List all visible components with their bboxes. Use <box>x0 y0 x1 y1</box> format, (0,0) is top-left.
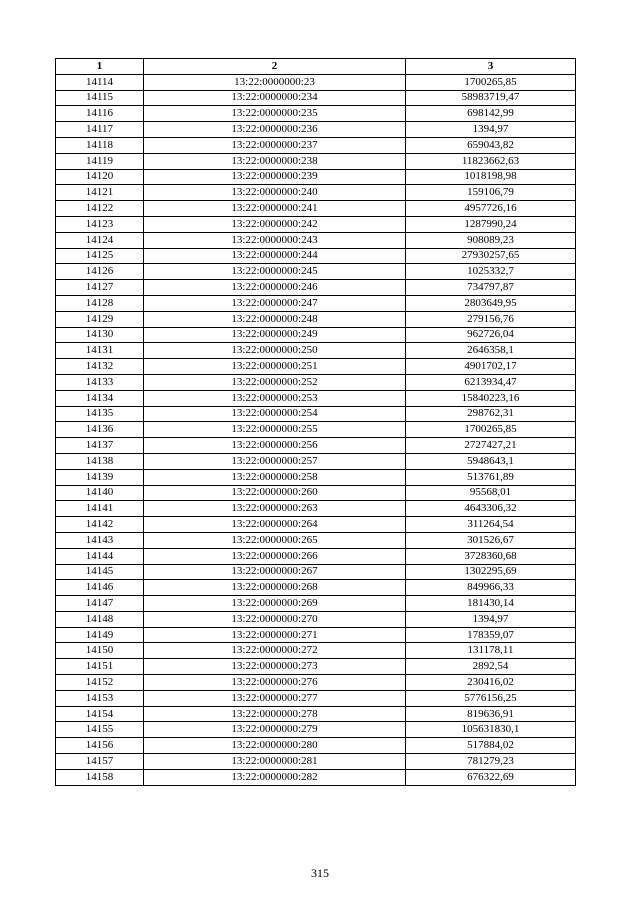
column-header-2: 2 <box>144 59 406 75</box>
value-cell: 58983719,47 <box>406 90 576 106</box>
cadastral-number-cell: 13:22:0000000:268 <box>144 580 406 596</box>
cadastral-number-cell: 13:22:0000000:273 <box>144 659 406 675</box>
value-cell: 1302295,69 <box>406 564 576 580</box>
row-number-cell: 14147 <box>56 596 144 612</box>
cadastral-number-cell: 13:22:0000000:253 <box>144 390 406 406</box>
value-cell: 2803649,95 <box>406 295 576 311</box>
table-row <box>56 738 576 754</box>
table-row <box>56 374 576 390</box>
table-row <box>56 216 576 232</box>
table-row <box>56 343 576 359</box>
table-row <box>56 548 576 564</box>
row-number-cell: 14155 <box>56 722 144 738</box>
row-number-cell: 14124 <box>56 232 144 248</box>
row-number-cell: 14116 <box>56 106 144 122</box>
table-row <box>56 675 576 691</box>
row-number-cell: 14114 <box>56 74 144 90</box>
cadastral-number-cell: 13:22:0000000:254 <box>144 406 406 422</box>
row-number-cell: 14148 <box>56 611 144 627</box>
cadastral-number-cell: 13:22:0000000:280 <box>144 738 406 754</box>
table-row <box>56 596 576 612</box>
value-cell: 1700265,85 <box>406 422 576 438</box>
value-cell: 1287990,24 <box>406 216 576 232</box>
value-cell: 178359,07 <box>406 627 576 643</box>
cadastral-number-cell: 13:22:0000000:278 <box>144 706 406 722</box>
cadastral-number-cell: 13:22:0000000:255 <box>144 422 406 438</box>
value-cell: 676322,69 <box>406 769 576 785</box>
row-number-cell: 14133 <box>56 374 144 390</box>
value-cell: 95568,01 <box>406 485 576 501</box>
value-cell: 27930257,65 <box>406 248 576 264</box>
table-row <box>56 532 576 548</box>
value-cell: 698142,99 <box>406 106 576 122</box>
cadastral-number-cell: 13:22:0000000:237 <box>144 137 406 153</box>
cadastral-number-cell: 13:22:0000000:249 <box>144 327 406 343</box>
table-row <box>56 280 576 296</box>
value-cell: 311264,54 <box>406 517 576 533</box>
cadastral-number-cell: 13:22:0000000:240 <box>144 185 406 201</box>
table-body <box>56 74 576 785</box>
cadastral-number-cell: 13:22:0000000:244 <box>144 248 406 264</box>
cadastral-number-cell: 13:22:0000000:264 <box>144 517 406 533</box>
table-row <box>56 501 576 517</box>
cadastral-number-cell: 13:22:0000000:241 <box>144 201 406 217</box>
row-number-cell: 14126 <box>56 264 144 280</box>
value-cell: 1394,97 <box>406 611 576 627</box>
row-number-cell: 14125 <box>56 248 144 264</box>
cadastral-number-cell: 13:22:0000000:281 <box>144 754 406 770</box>
table-row <box>56 580 576 596</box>
row-number-cell: 14154 <box>56 706 144 722</box>
value-cell: 159106,79 <box>406 185 576 201</box>
cadastral-number-cell: 13:22:0000000:271 <box>144 627 406 643</box>
cadastral-number-cell: 13:22:0000000:267 <box>144 564 406 580</box>
row-number-cell: 14138 <box>56 453 144 469</box>
value-cell: 1018198,98 <box>406 169 576 185</box>
table-row <box>56 453 576 469</box>
cadastral-number-cell: 13:22:0000000:242 <box>144 216 406 232</box>
row-number-cell: 14145 <box>56 564 144 580</box>
table-row <box>56 422 576 438</box>
table-row <box>56 106 576 122</box>
table-row <box>56 406 576 422</box>
value-cell: 11823662,63 <box>406 153 576 169</box>
cadastral-number-cell: 13:22:0000000:256 <box>144 438 406 454</box>
row-number-cell: 14153 <box>56 690 144 706</box>
page-number: 315 <box>311 866 329 880</box>
value-cell: 517884,02 <box>406 738 576 754</box>
cadastral-number-cell: 13:22:0000000:251 <box>144 359 406 375</box>
table-row <box>56 201 576 217</box>
row-number-cell: 14149 <box>56 627 144 643</box>
table-row <box>56 264 576 280</box>
value-cell: 659043,82 <box>406 137 576 153</box>
cadastral-number-cell: 13:22:0000000:243 <box>144 232 406 248</box>
table-row <box>56 438 576 454</box>
table-row <box>56 74 576 90</box>
cadastral-number-cell: 13:22:0000000:272 <box>144 643 406 659</box>
row-number-cell: 14135 <box>56 406 144 422</box>
value-cell: 4957726,16 <box>406 201 576 217</box>
row-number-cell: 14143 <box>56 532 144 548</box>
cadastral-number-cell: 13:22:0000000:234 <box>144 90 406 106</box>
table-row <box>56 90 576 106</box>
table-row <box>56 769 576 785</box>
row-number-cell: 14122 <box>56 201 144 217</box>
cadastral-number-cell: 13:22:0000000:277 <box>144 690 406 706</box>
value-cell: 131178,11 <box>406 643 576 659</box>
row-number-cell: 14146 <box>56 580 144 596</box>
table-row <box>56 327 576 343</box>
table-row <box>56 232 576 248</box>
cadastral-number-cell: 13:22:0000000:23 <box>144 74 406 90</box>
cadastral-number-cell: 13:22:0000000:250 <box>144 343 406 359</box>
row-number-cell: 14142 <box>56 517 144 533</box>
value-cell: 5948643,1 <box>406 453 576 469</box>
table-row <box>56 469 576 485</box>
cadastral-number-cell: 13:22:0000000:246 <box>144 280 406 296</box>
row-number-cell: 14152 <box>56 675 144 691</box>
value-cell: 301526,67 <box>406 532 576 548</box>
cadastral-number-cell: 13:22:0000000:245 <box>144 264 406 280</box>
row-number-cell: 14134 <box>56 390 144 406</box>
cadastral-number-cell: 13:22:0000000:263 <box>144 501 406 517</box>
value-cell: 2892,54 <box>406 659 576 675</box>
value-cell: 1700265,85 <box>406 74 576 90</box>
row-number-cell: 14127 <box>56 280 144 296</box>
value-cell: 3728360,68 <box>406 548 576 564</box>
cadastral-number-cell: 13:22:0000000:248 <box>144 311 406 327</box>
cadastral-number-cell: 13:22:0000000:269 <box>144 596 406 612</box>
table-row <box>56 627 576 643</box>
row-number-cell: 14132 <box>56 359 144 375</box>
row-number-cell: 14151 <box>56 659 144 675</box>
cadastral-number-cell: 13:22:0000000:258 <box>144 469 406 485</box>
column-header-3: 3 <box>406 59 576 75</box>
table-row <box>56 564 576 580</box>
value-cell: 734797,87 <box>406 280 576 296</box>
value-cell: 4643306,32 <box>406 501 576 517</box>
row-number-cell: 14131 <box>56 343 144 359</box>
table-row <box>56 754 576 770</box>
cadastral-number-cell: 13:22:0000000:266 <box>144 548 406 564</box>
row-number-cell: 14118 <box>56 137 144 153</box>
value-cell: 819636,91 <box>406 706 576 722</box>
cadastral-number-cell: 13:22:0000000:238 <box>144 153 406 169</box>
table-row <box>56 611 576 627</box>
data-table <box>55 58 576 786</box>
value-cell: 5776156,25 <box>406 690 576 706</box>
table-row <box>56 311 576 327</box>
value-cell: 6213934,47 <box>406 374 576 390</box>
row-number-cell: 14150 <box>56 643 144 659</box>
row-number-cell: 14130 <box>56 327 144 343</box>
cadastral-number-cell: 13:22:0000000:282 <box>144 769 406 785</box>
row-number-cell: 14115 <box>56 90 144 106</box>
cadastral-number-cell: 13:22:0000000:235 <box>144 106 406 122</box>
table-row <box>56 137 576 153</box>
table-row <box>56 153 576 169</box>
value-cell: 1394,97 <box>406 122 576 138</box>
cadastral-number-cell: 13:22:0000000:265 <box>144 532 406 548</box>
cadastral-number-cell: 13:22:0000000:252 <box>144 374 406 390</box>
table-row <box>56 390 576 406</box>
row-number-cell: 14157 <box>56 754 144 770</box>
row-number-cell: 14137 <box>56 438 144 454</box>
cadastral-number-cell: 13:22:0000000:260 <box>144 485 406 501</box>
cadastral-number-cell: 13:22:0000000:236 <box>144 122 406 138</box>
row-number-cell: 14123 <box>56 216 144 232</box>
value-cell: 181430,14 <box>406 596 576 612</box>
cadastral-number-cell: 13:22:0000000:276 <box>144 675 406 691</box>
cadastral-number-cell: 13:22:0000000:247 <box>144 295 406 311</box>
table-row <box>56 122 576 138</box>
value-cell: 1025332,7 <box>406 264 576 280</box>
cadastral-number-cell: 13:22:0000000:239 <box>144 169 406 185</box>
table-row <box>56 359 576 375</box>
value-cell: 781279,23 <box>406 754 576 770</box>
row-number-cell: 14128 <box>56 295 144 311</box>
table-row <box>56 485 576 501</box>
cadastral-number-cell: 13:22:0000000:270 <box>144 611 406 627</box>
table-row <box>56 169 576 185</box>
row-number-cell: 14136 <box>56 422 144 438</box>
value-cell: 513761,89 <box>406 469 576 485</box>
column-header-1: 1 <box>56 59 144 75</box>
row-number-cell: 14129 <box>56 311 144 327</box>
value-cell: 849966,33 <box>406 580 576 596</box>
table-row <box>56 722 576 738</box>
row-number-cell: 14121 <box>56 185 144 201</box>
value-cell: 908089,23 <box>406 232 576 248</box>
table-row <box>56 690 576 706</box>
cadastral-number-cell: 13:22:0000000:279 <box>144 722 406 738</box>
row-number-cell: 14120 <box>56 169 144 185</box>
row-number-cell: 14144 <box>56 548 144 564</box>
cadastral-number-cell: 13:22:0000000:257 <box>144 453 406 469</box>
row-number-cell: 14117 <box>56 122 144 138</box>
value-cell: 230416,02 <box>406 675 576 691</box>
value-cell: 2727427,21 <box>406 438 576 454</box>
table-row <box>56 295 576 311</box>
table-row <box>56 517 576 533</box>
row-number-cell: 14119 <box>56 153 144 169</box>
value-cell: 15840223,16 <box>406 390 576 406</box>
value-cell: 279156,76 <box>406 311 576 327</box>
value-cell: 2646358,1 <box>406 343 576 359</box>
value-cell: 962726,04 <box>406 327 576 343</box>
table-header-row <box>56 59 576 75</box>
row-number-cell: 14158 <box>56 769 144 785</box>
table-row <box>56 248 576 264</box>
table-row <box>56 185 576 201</box>
value-cell: 298762,31 <box>406 406 576 422</box>
table-row <box>56 706 576 722</box>
row-number-cell: 14139 <box>56 469 144 485</box>
row-number-cell: 14141 <box>56 501 144 517</box>
row-number-cell: 14140 <box>56 485 144 501</box>
table-row <box>56 643 576 659</box>
value-cell: 4901702,17 <box>406 359 576 375</box>
row-number-cell: 14156 <box>56 738 144 754</box>
table-row <box>56 659 576 675</box>
value-cell: 105631830,1 <box>406 722 576 738</box>
